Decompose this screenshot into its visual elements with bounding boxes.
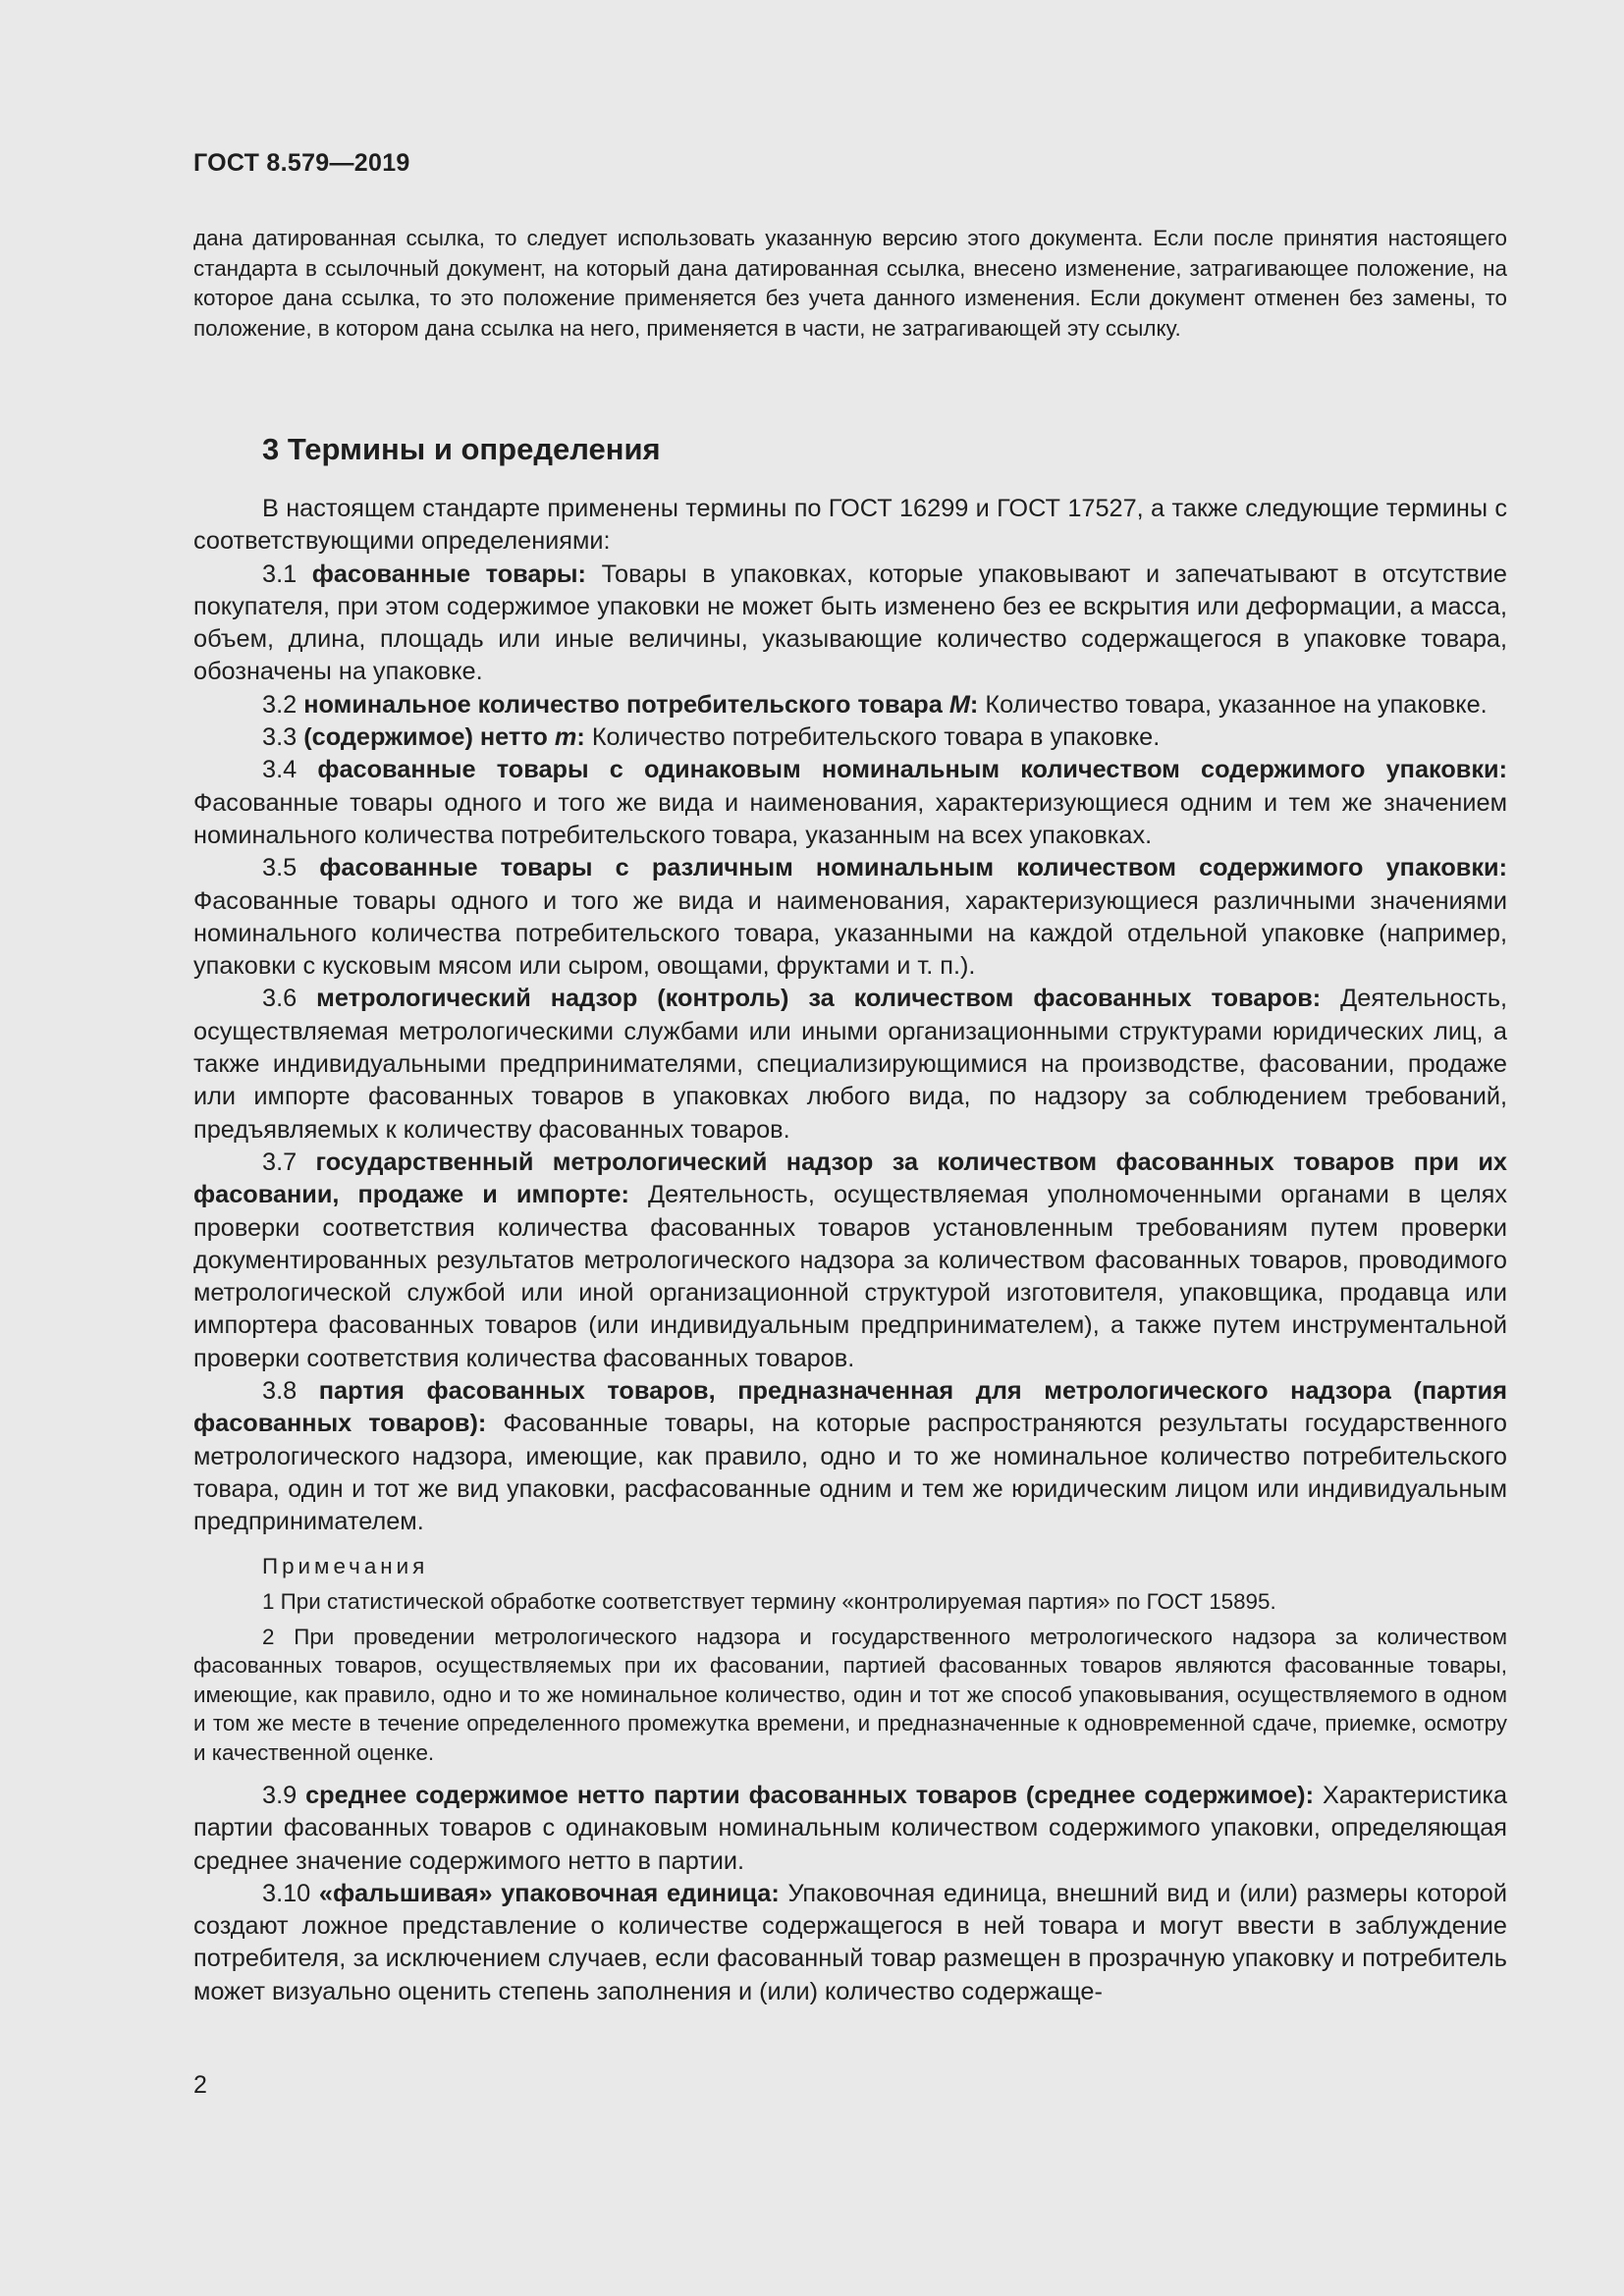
- term-name: среднее содержимое нетто партии фасованных товаров (среднее содержимое):: [305, 1782, 1315, 1809]
- term-definition: Товары в упаковках, которые упаковывают и запечатывают в отсутствие покупателя, при этом содержимое упаковки не может быть изменено без ее вскрытия или деформации, а масса, объем, длина, площадь или иные величины, указывающие количество содержащегося в упаковке товара, обозначены на упаковке.: [193, 560, 1507, 686]
- standard-header: ГОСТ 8.579—2019: [193, 149, 410, 177]
- term-number: 3.9: [262, 1782, 298, 1809]
- term-number: 3.4: [262, 756, 298, 784]
- term-number: 3.5: [262, 854, 298, 882]
- notes-block: [193, 1552, 1507, 1768]
- term-number: 3.1: [262, 560, 298, 588]
- term-definition: Фасованные товары одного и того же вида и наименования, характеризующиеся различными значениями номинального количества потребительского товара, указанными на каждой отдельной упаковке (например, упаковки с кусковым мясом или сыром, овощами, фруктами и т. п.).: [193, 886, 1507, 981]
- term-number: 3.8: [262, 1377, 298, 1406]
- term-name: номинальное количество потребительского товара: [303, 690, 943, 719]
- term-number: 3.10: [262, 1879, 311, 1907]
- term-name: фасованные товары с одинаковым номинальным количеством содержимого упаковки:: [317, 756, 1507, 784]
- term-definition: Деятельность, осуществляемая уполномоченными органами в целях проверки соответствия количества фасованных товаров установленным требованиям путем проверки документированных результатов метрологического надзора за количеством фасованных товаров, проводимого метрологической службой или иной организационной структурой изготовителя, упаковщика, продавца или импортера фасованных товаров (или индивидуальным предпринимателем), а также путем инструментальной проверки соответствия количества фасованных товаров.: [193, 1181, 1508, 1372]
- term-number: 3.2: [262, 690, 298, 719]
- term-name: фасованные товары с различным номинальным количеством содержимого упаковки:: [319, 854, 1507, 882]
- term-number: 3.7: [262, 1148, 298, 1176]
- term-number: 3.3: [262, 723, 298, 752]
- term-3-2: [193, 689, 1507, 721]
- term-colon: :: [969, 690, 979, 719]
- term-3-5: [193, 852, 1507, 983]
- notes-title: Примечания: [262, 1553, 429, 1578]
- term-3-6: [193, 983, 1507, 1146]
- term-definition: Деятельность, осуществляемая метрологическими службами или иными организационными структурами юридических лиц, а также индивидуальными предпринимателями, специализирующимися на производстве, фасовании, продаже или импорте фасованных товаров в упаковках любого вида, по надзору за соблюдением требований, предъявляемых к количеству фасованных товаров.: [193, 985, 1508, 1144]
- term-name: «фальшивая» упаковочная единица:: [318, 1879, 780, 1907]
- term-3-9: [193, 1780, 1507, 1878]
- term-definition: Характеристика партии фасованных товаров с одинаковым номинальным количеством содержимого упаковки, определяющая среднее значение содержимого нетто в партии.: [193, 1782, 1508, 1875]
- term-name: фасованные товары:: [311, 560, 586, 588]
- term-definition: Количество товара, указанное на упаковке.: [985, 690, 1488, 719]
- term-colon: :: [576, 723, 585, 752]
- section-title: 3 Термины и определения: [262, 432, 661, 466]
- term-name: партия фасованных товаров, предназначенная для метрологического надзора (партия фасованных товаров):: [193, 1377, 1507, 1438]
- note-item: 1 При статистической обработке соответствует термину «контролируемая партия» по ГОСТ 15895.: [262, 1589, 1276, 1614]
- term-3-1: [193, 559, 1507, 689]
- term-name: (содержимое) нетто: [303, 723, 548, 752]
- term-3-8: [193, 1375, 1507, 1538]
- term-symbol: М: [948, 690, 970, 719]
- section-lead: В настоящем стандарте применены термины по ГОСТ 16299 и ГОСТ 17527, а также следующие термины с соответствующими определениями:: [193, 495, 1507, 556]
- term-3-7: [193, 1147, 1507, 1375]
- term-definition: Фасованные товары, на которые распространяются результаты государственного метрологического надзора, имеющие, как правило, одно и то же номинальное количество потребительского товара, один и тот же вид упаковки, расфасованные одним и тем же юридическим лицом или индивидуальным предпринимателем.: [193, 1410, 1507, 1536]
- term-name: государственный метрологический надзор за количеством фасованных товаров при их фасовании, продаже и импорте:: [193, 1148, 1507, 1209]
- page-number: 2: [193, 2071, 207, 2099]
- term-3-10: [193, 1878, 1507, 2008]
- term-definition: Упаковочная единица, внешний вид и (или) размеры которой создают ложное представление о количестве содержащегося в ней товара и могут ввести в заблуждение потребителя, за исключением случаев, если фасованный товар размещен в прозрачную упаковку и потребитель может визуально оценить степень заполнения и (или) количество содержаще-: [193, 1879, 1507, 2005]
- term-3-3: [193, 721, 1507, 754]
- term-3-4: [193, 754, 1507, 852]
- term-definition: Количество потребительского товара в упаковке.: [591, 723, 1161, 752]
- term-name: метрологический надзор (контроль) за количеством фасованных товаров:: [316, 985, 1322, 1013]
- intro-paragraph: дана датированная ссылка, то следует использовать указанную версию этого документа. Если после принятия настоящего стандарта в ссылочный документ, на который дана датированная ссылка, внесено изменение, затрагивающее положение, на которое дана ссылка, то это положение применяется без учета данного изменения. Если документ отменен без замены, то положение, в котором дана ссылка на него, применяется в части, не затрагивающей эту ссылку.: [193, 226, 1507, 341]
- term-definition: Фасованные товары одного и того же вида и наименования, характеризующиеся одним и тем же значением номинального количества потребительского товара, указанным на всех упаковках.: [193, 788, 1507, 849]
- note-item: 2 При проведении метрологического надзора и государственного метрологического надзора за количеством фасованных товаров, осуществляемых при их фасовании, партией фасованных товаров являются фасованные товары, имеющие, как правило, одно и то же номинальное количество, один и тот же способ упаковывания, осуществляемого в одном и том же месте в течение определенного промежутка времени, и предназначенные к одновременной сдаче, приемке, осмотру и качественной оценке.: [193, 1624, 1507, 1765]
- section-body: [193, 493, 1507, 2008]
- term-number: 3.6: [262, 985, 298, 1013]
- term-symbol: m: [554, 723, 577, 752]
